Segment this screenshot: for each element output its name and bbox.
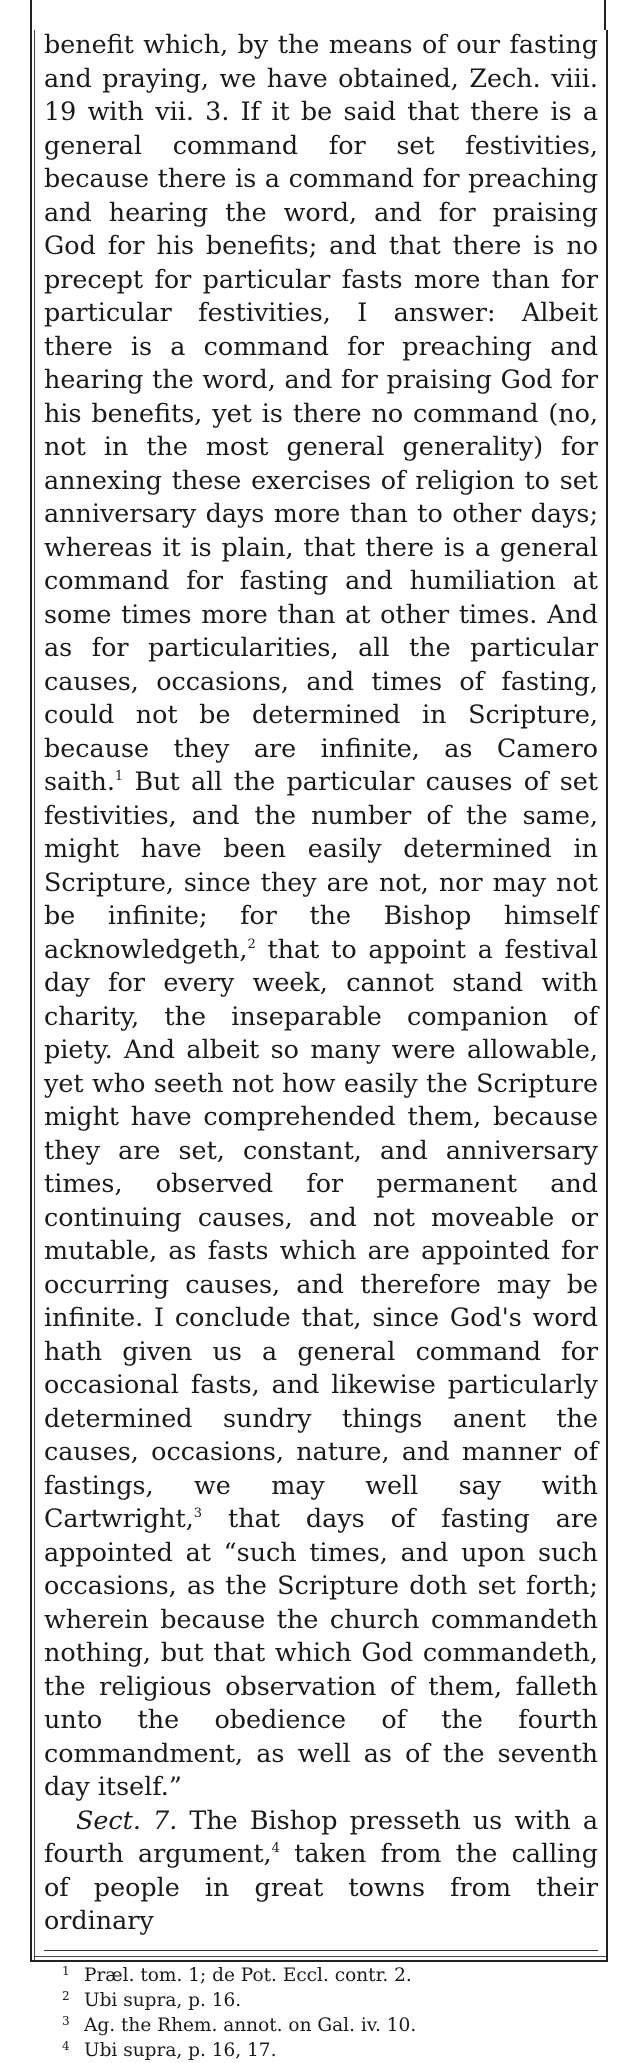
footnote-text: Ubi supra, p. 16, 17. xyxy=(84,2039,277,2061)
frame-rule-top-left xyxy=(30,0,32,30)
footnote-ref: 4 xyxy=(271,1841,280,1856)
footnote-ref: 2 xyxy=(247,936,256,952)
footnote xyxy=(62,1963,598,1988)
frame-border-left-inner xyxy=(34,30,35,1960)
footnote-mark: 4 xyxy=(62,2038,70,2053)
footnote xyxy=(62,2013,598,2038)
frame-rule-top-right xyxy=(604,0,606,30)
footnote-mark: 3 xyxy=(62,2013,70,2028)
paragraph-text: The Bishop presseth us with a fourth argument, xyxy=(44,1804,598,1868)
body-text xyxy=(44,28,598,1938)
frame-border-left xyxy=(30,30,32,1960)
footnote-mark: 1 xyxy=(62,1963,70,1978)
frame-border-right xyxy=(606,30,608,1960)
footnote-ref: 3 xyxy=(193,1506,203,1521)
footnote xyxy=(62,2038,598,2063)
footnotes xyxy=(44,1963,598,2063)
paragraph-text: But all the particular causes of set festivities, and the number of the same, might have been easily determined in Scripture, since they are not, nor may not be infinite; for the Bishop himself acknowledgeth, xyxy=(44,766,598,964)
footnote xyxy=(62,1988,598,2013)
page-content xyxy=(44,28,598,2063)
paragraph-text: that to appoint a festival day for every week, cannot stand with charity, the inseparable companion of piety. And albeit so many were allowable, yet who seeth not how easily the Scripture might have comprehended them, because they are set, constant, and anniversary times, observed for permanent and continuing causes, and not moveable or mutable, as fasts which are appointed for occurring causes, and therefore may be infinite. I conclude that, since God's word hath given us a general command for occasional fasts, and likewise particularly determined sundry things anent the causes, occasions, nature, and manner of fastings, we may well say with Cartwright, xyxy=(44,933,598,1533)
footnote-text: Ag. the Rhem. annot. on Gal. iv. 10. xyxy=(84,2014,417,2036)
paragraph-section-7 xyxy=(44,1804,598,1938)
footnote-ref: 1 xyxy=(114,769,124,784)
footnote-divider xyxy=(44,1950,598,1951)
paragraph-text: benefit which, by the means of our fasting and praying, we have obtained, Zech. viii. 19 with vii. 3. If it be said that there is a general command for set festivities, because there is a command for preaching and hearing the word, and for praising God for his benefits; and that there is no precept for particular fasts more than for particular festivities, I answer: Albeit there is a command for preaching and hearing the word, and for praising God for his benefits, yet is there no command (no, not in the most general generality) for annexing these exercises of religion to set anniversary days more than to other days; whereas it is plain, that there is a general command for fasting and humiliation at some times more than at other times. And as for particularities, all the particular causes, occasions, and times of fasting, could not be determined in Scripture, because they are infinite, as Camero saith. xyxy=(44,29,598,796)
paragraph-continuation xyxy=(44,28,598,1804)
footnote-mark: 2 xyxy=(62,1988,70,2003)
paragraph-text: that days of fasting are appointed at “such times, and upon such occasions, as the Scripture doth set forth; wherein because the church commandeth nothing, but that which God commandeth, the religious observation of them, falleth unto the obedience of the fourth commandment, as well as of the seventh day itself.” xyxy=(44,1503,598,1801)
footnote-text: Præl. tom. 1; de Pot. Eccl. contr. 2. xyxy=(84,1964,412,1986)
paragraph-text: taken from the calling of people in great towns from their ordinary xyxy=(44,1838,598,1935)
footnote-text: Ubi supra, p. 16. xyxy=(84,1989,242,2011)
section-label: Sect. 7. xyxy=(76,1804,178,1835)
